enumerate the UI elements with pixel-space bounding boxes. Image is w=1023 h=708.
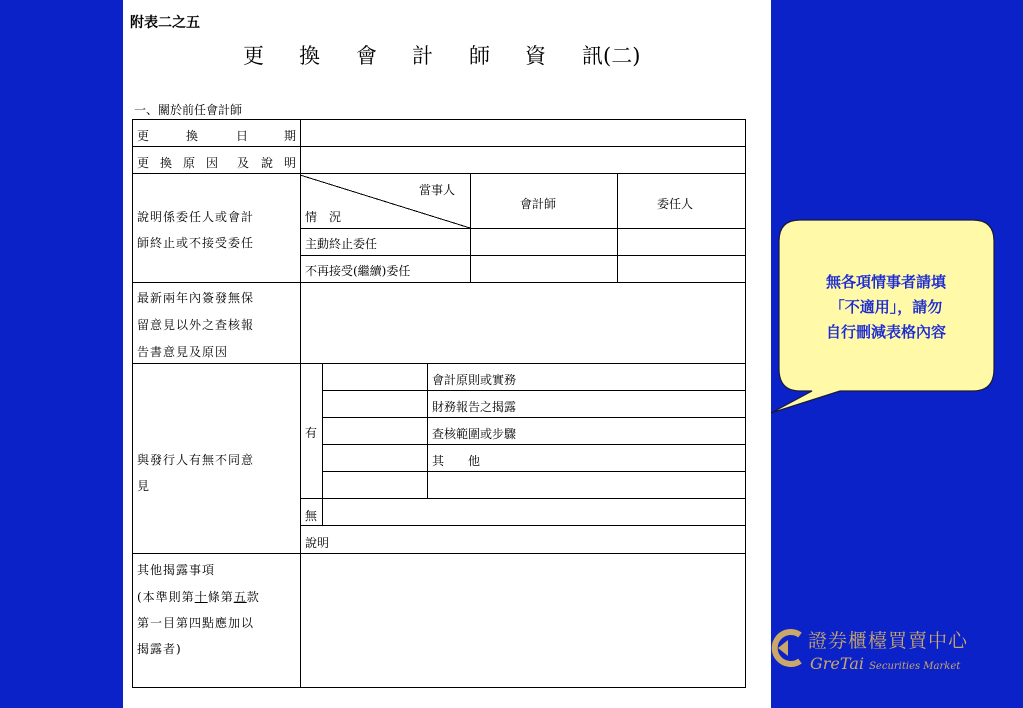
callout-text: 無各項情事者請填 「不適用」，請勿 自行刪減表格內容: [825, 273, 946, 341]
no-label: 無: [305, 509, 318, 523]
item-accounting-principles: 會計原則或實務: [432, 373, 517, 387]
page-title: 更 換 會 計 師 資 訊(二): [243, 44, 641, 68]
explanation-label: 說明: [305, 536, 330, 550]
opinion-label-line1: 最新兩年內簽發無保: [137, 291, 255, 305]
appendix-label: 附表二之五: [130, 15, 200, 31]
diag-party-label: 當事人: [419, 183, 456, 197]
other-disclosure-line3: 第一目第四點應加以: [137, 616, 255, 630]
col-accountant-header: 會計師: [520, 197, 557, 211]
opinion-label-line3: 告書意見及原因: [137, 345, 229, 359]
opinion-label-line2: 留意見以外之查核報: [137, 318, 255, 332]
termination-label-line2: 師終止或不接受委任: [137, 236, 255, 250]
item-other: 其 他: [432, 454, 481, 468]
disagreement-label-line2: 見: [137, 479, 150, 493]
yes-label: 有: [305, 426, 318, 440]
gretai-logo-icon: [766, 625, 806, 671]
other-disclosure-line1: 其他揭露事項: [137, 563, 216, 577]
no-further-engagement-label: 不再接受(繼續)委任: [305, 264, 411, 278]
gretai-logo-english: GreTai Securities Market: [810, 654, 961, 673]
item-audit-scope: 查核範圍或步驟: [432, 427, 517, 441]
diag-situation-label: 情 況: [305, 210, 342, 224]
active-termination-label: 主動終止委任: [305, 237, 378, 251]
col-client-header: 委任人: [657, 197, 694, 211]
item-financial-disclosure: 財務報告之揭露: [432, 400, 517, 414]
disagreement-label-line1: 與發行人有無不同意: [137, 453, 255, 467]
other-disclosure-line2: (本準則第十條第五款: [137, 590, 260, 604]
termination-label-line1: 說明係委任人或會計: [137, 210, 255, 224]
section-heading: 一、關於前任會計師: [134, 103, 243, 117]
other-disclosure-line4: 揭露者): [137, 642, 182, 656]
gretai-logo-chinese: 證券櫃檯買賣中心: [808, 630, 969, 652]
